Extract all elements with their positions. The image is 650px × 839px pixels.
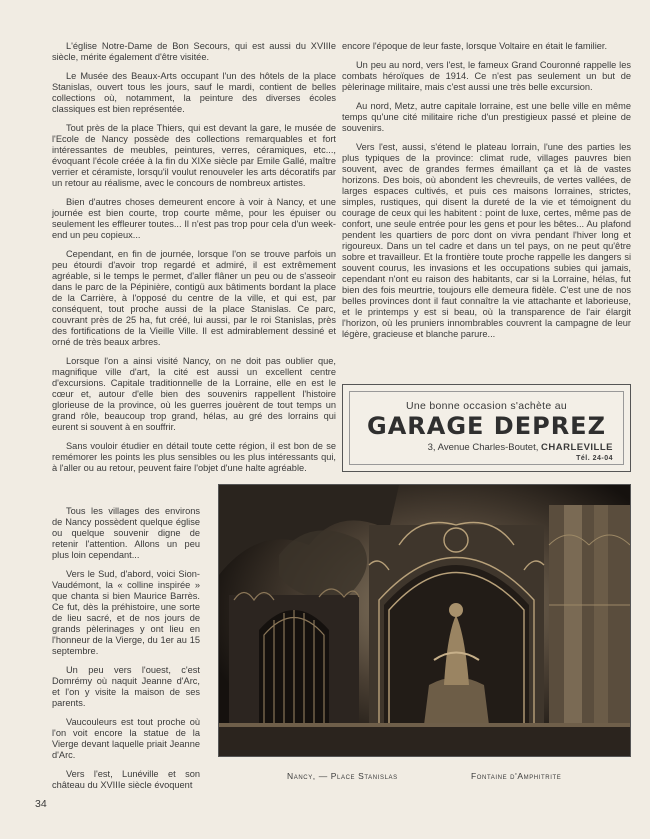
paragraph: L'église Notre-Dame de Bon Secours, qui est aussi du XVIIIe siècle, mérite également d'être visitée.	[52, 41, 336, 62]
advertisement-street: 3, Avenue Charles-Boutet,	[427, 442, 539, 453]
paragraph: Tous les villages des environs de Nancy possèdent quelque église ou quelque souvenir digne de retenir l'attention. Allons un peu plus loin cependant...	[52, 506, 200, 560]
photo-caption-location: Nancy, — Place Stanislas	[287, 771, 398, 781]
paragraph: Lorsque l'on a ainsi visité Nancy, on ne doit pas oublier que, magnifique ville d'art, la cité est aussi un excellent centre d'excursions. Capitale traditionnelle de la Lorraine, elle en est le cœur et, autour d'elle bien des souvenirs rappellent l'histoire glorieuse de la province, où les guerres jouèrent de tout temps un grand rôle, beaucoup trop grand, hélas, au gré des lorrains qui eurent si souvent à en souffrir.	[52, 356, 336, 432]
narrow-column	[52, 506, 200, 799]
paragraph: encore l'époque de leur faste, lorsque Voltaire en était le familier.	[342, 41, 608, 51]
garage-advertisement	[342, 384, 631, 472]
paragraph: Un peu vers l'ouest, c'est Domrémy où naquit Jeanne d'Arc, et l'on y visite la maison de ses parents.	[52, 665, 200, 708]
paragraph: Vaucouleurs est tout proche où l'on voit encore la statue de la Vierge devant laquelle priait Jeanne d'Arc.	[52, 717, 200, 760]
paragraph: Bien d'autres choses demeurent encore à voir à Nancy, et une journée est bien courte, trop courte même, pour les épuiser ou seulement les effleurer toutes... Il n'est pas trop pour cela d'un week-end un peu copieux...	[52, 197, 336, 240]
paragraph: Cependant, en fin de journée, lorsque l'on se trouve parfois un peu étourdi d'avoir trop regardé et admiré, il est extrêmement agréable, si le temps le permet, d'aller flâner un peu ou de s'asseoir dans le parc de la Pépinière, contigü aux bâtiments bordant la place de la Carrière, à l'opposé du centre de la ville, et qui est, par conséquent, tout proche aussi de la place Stanislas. Ce parc, couvrant près de 25 ha, fut créé, lui aussi, par le roi Stanislas, près des fortifications de la Vieille Ville. Il est admirablement dessiné et orné de très beaux arbres.	[52, 249, 336, 347]
paragraph: Vers l'est, aussi, s'étend le plateau lorrain, l'une des parties les plus typiques de la province: climat rude, villages pauvres bien souvent, avec de grandes fermes émaillant ça et là de vastes horizons. Des bois, où abondent les chevreuils, de vertes vallées, de larges espaces cultivés, et puis ces maisons lorraines, strictes, simples, rustiques, qui disent la dureté de la vie et témoignent du courage de ceux qui les habitent : point de luxe, certes, même pas de confort, une seule entrée pour les gens et pour les bêtes... Au plafond pendent les quartiers de porc dont on vivra pendant l'hiver long et rigoureux. Dans un tel cadre et dans un tel pays, on ne peut qu'être sobre et travailleur. Et la frontière toute proche rappelle les dangers si souvent courus, les invasions et les occupations subies qui jamais, cependant n'ont eu raison des habitants, car si la Lorraine, hélas, fut bien des fois meurtrie, toujours elle demeura fidèle. C'est une de nos belles provinces dont il faut connaître la vie attachante et laborieuse, et le printemps y est si beau, où la transparence de l'air élargit l'horizon, où les pruniers innombrables couvrent la campagne de leur légère, gracieuse et blanche parure...	[342, 142, 631, 339]
page-number: 34	[35, 798, 47, 810]
paragraph: Au nord, Metz, autre capitale lorraine, est une belle ville en même temps qu'une cité militaire riche d'un prestigieux passé et pleine de souvenirs.	[342, 101, 631, 133]
advertisement-tagline: Une bonne occasion s'achète au	[405, 400, 568, 412]
fountain-gate-illustration	[219, 485, 630, 756]
photo-caption-subject: Fontaine d'Amphitrite	[471, 771, 562, 781]
paragraph: Un peu au nord, vers l'est, le fameux Grand Couronné rappelle les combats héroïques de 1914. Ce n'est pas seulement un but de pèlerinage militaire, mais c'est aussi une très belle excursion.	[342, 60, 631, 92]
advertisement-frame	[349, 391, 624, 465]
advertisement-address	[428, 442, 613, 453]
paragraph: Le Musée des Beaux-Arts occupant l'un des hôtels de la place Stanislas, ouvert tous les jours, sauf le mardi, contient de belles collections où, notamment, la peinture des diverses écoles classiques est bien représentée.	[52, 71, 336, 114]
paragraph: Tout près de la place Thiers, qui est devant la gare, le musée de l'Ecole de Nancy possède des collections remarquables et fort intéressantes de meubles, peintures, verres, céramiques, etc..., évoquant l'école créée à la fin du XIXe siècle par Emile Gallé, maître verrier et céramiste, lorsqu'il voulut renouveler les arts décoratifs par un retour au réalisme, avec le concours de nombreux artistes.	[52, 123, 336, 188]
left-column	[52, 41, 336, 482]
place-stanislas-photograph	[218, 484, 631, 757]
paragraph: Vers l'est, Lunéville et son château du XVIIIe siècle évoquent	[52, 769, 200, 790]
advertisement-city: CHARLEVILLE	[541, 442, 613, 453]
right-column	[342, 41, 631, 348]
paragraph: Sans vouloir étudier en détail toute cette région, il est bon de se remémorer les points les plus sensibles ou les plus intéressants qui, à l'aller ou au retour, peuvent faire l'objet d'une halte agréable.	[52, 441, 336, 473]
advertisement-business-name: GARAGE DEPREZ	[367, 412, 606, 440]
advertisement-phone: Tél. 24-04	[576, 455, 613, 462]
paragraph: Vers le Sud, d'abord, voici Sion-Vaudémont, la « colline inspirée » que chanta si bien Maurice Barrès. Ce fut, dès la préhistoire, une sorte de lieu sacré, et de nos jours de grands pèlerinages y ont lieu en l'honneur de la Vierge, du 1er au 15 septembre.	[52, 569, 200, 656]
